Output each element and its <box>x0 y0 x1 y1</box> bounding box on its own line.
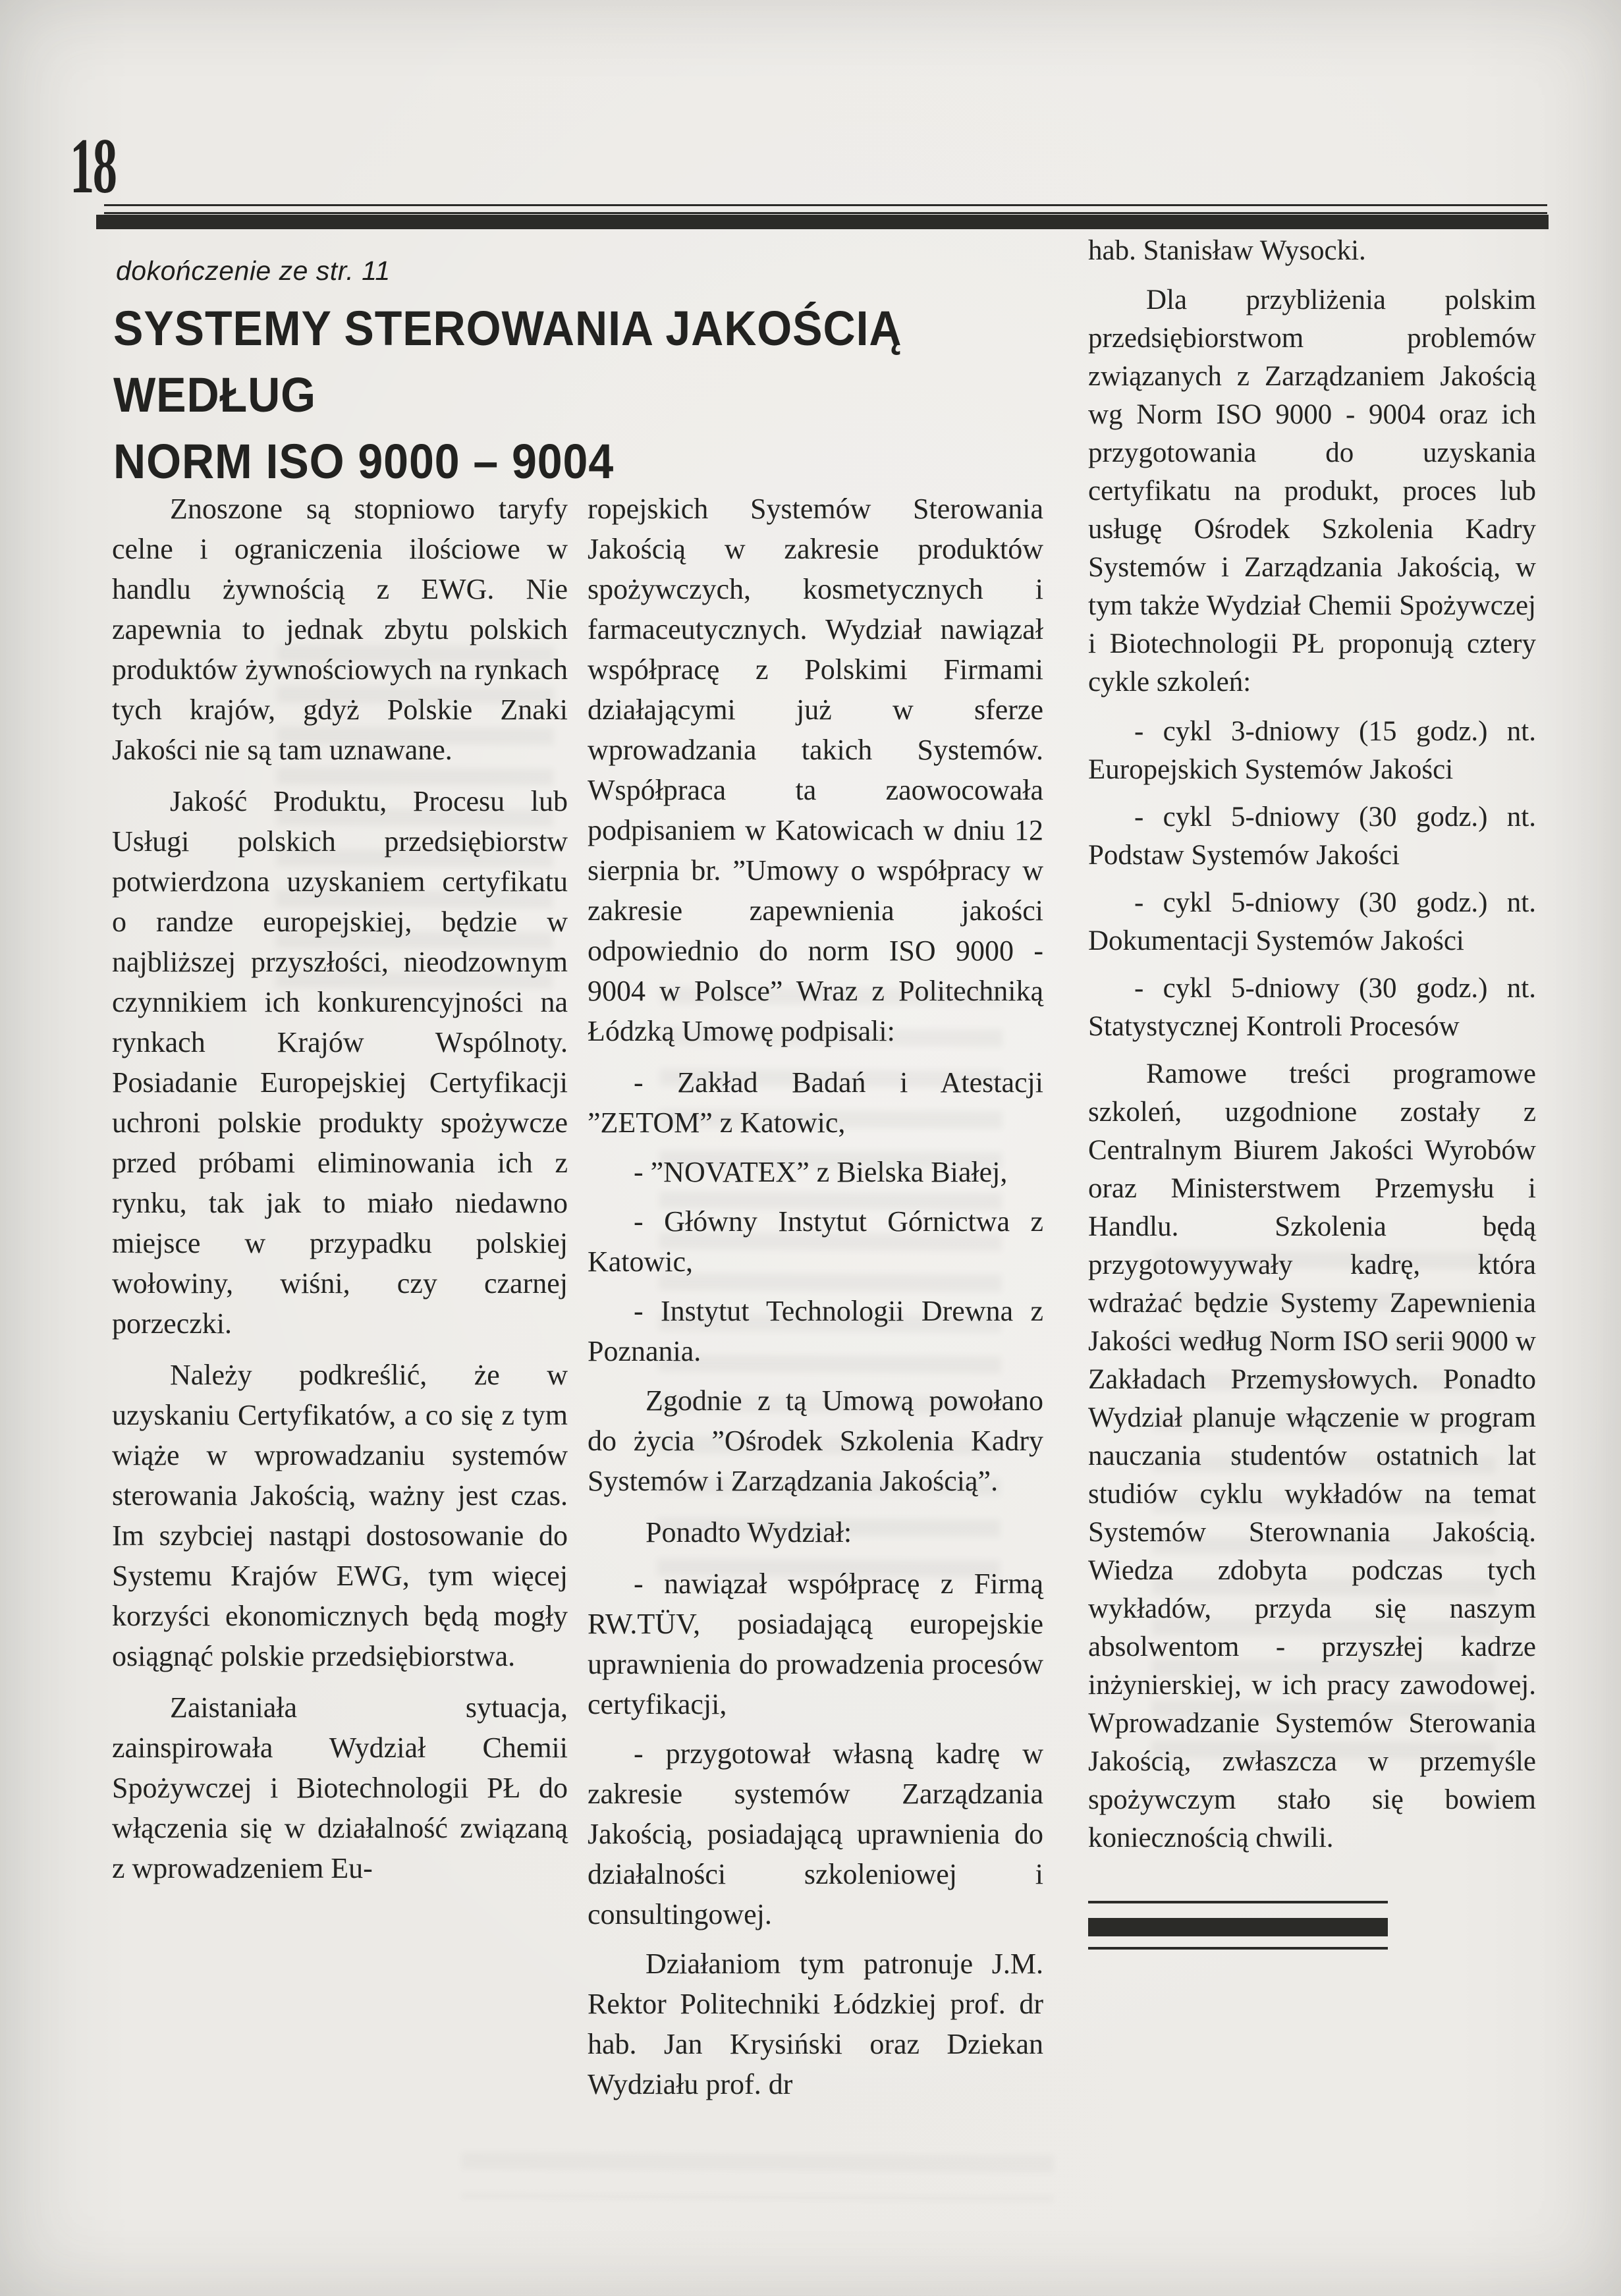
paragraph: Działaniom tym patronuje J.M. Rektor Politechniki Łódzkiej prof. dr hab. Jan Krysiński oraz Dziekan Wydziału prof. dr <box>588 1948 1043 2100</box>
paragraph: ropejskich Systemów Sterowania Jakością w zakresie produktów spożywczych, kosmetycznych i farmaceutycznych. Wydział nawiązał współpracę z Polskimi Firmami działającymi już w sferze wprowadzania takich Systemów. Współpraca ta zaowocowała podpisaniem w Katowicach w dniu 12 sierpnia br. ”Umowy o współpracy w zakresie zapewnienia jakości odpowiednio do norm ISO 9000 - 9004 w Polsce” Wraz z Politechniką Łódzką Umowę podpisali: <box>588 493 1043 1047</box>
paragraph: Ramowe treści programowe szkoleń, uzgodnione zostały z Centralnym Biurem Jakości Wyrobów oraz Ministerstwem Przemysłu i Handlu. Szkolenia będą przygotowyywały kadrę, która wdrażać będzie Systemy Zapewnienia Jakości według Norm ISO serii 9000 w Zakładach Przemysłowych. Ponadto Wydział planuje włączenie w program nauczania studentów ostatnich lat studiów cyklu wykładów na temat Systemów Sterownania Jakością. Wiedza zdobyta podczas tych wykładów, przyda się naszym absolwentom - przyszłej kadrze inżynierskiej, w ich pracy zawodowej. Wprowadzanie Systemów Sterowania Jakością, zwłaszcza w przemyśle spożywczym stało się bowiem koniecznością chwili. <box>1088 1058 1536 1853</box>
list-item: - ”NOVATEX” z Bielska Białej, <box>634 1156 1008 1188</box>
list-item: - cykl 5-dniowy (30 godz.) nt. Statystycznej Kontroli Procesów <box>1088 973 1536 1042</box>
paragraph: Zgodnie z tą Umową powołano do życia ”Ośrodek Szkolenia Kadry Systemów i Zarządzania Jakością”. <box>588 1384 1043 1497</box>
paragraph: Jakość Produktu, Procesu lub Usługi polskich przedsiębiorstw potwierdzona uzyskaniem certyfikatu o randze europejskiej, będzie w najbliższej przyszłości, nieodzownym czynnikiem ich konkurencyjności na rynkach Krajów Wspólnoty. Posiadanie Europejskiej Certyfikacji uchroni polskie produkty spożywcze przed próbami eliminowania ich z rynku, tak jak to miało niedawno miejsce w przypadku polskiej wołowiny, wiśni, czy czarnej porzeczki. <box>112 785 568 1340</box>
list-item: - cykl 3-dniowy (15 godz.) nt. Europejskich Systemów Jakości <box>1088 716 1536 785</box>
paragraph: Dla przybliżenia polskim przedsiębiorstwom problemów związanych z Zarządzaniem Jakością wg Norm ISO 9000 - 9004 oraz ich przygotowania do uzyskania certyfikatu na produkt, proces lub usługę Ośrodek Szkolenia Kadry Systemów i Zarządzania Jakością, w tym także Wydział Chemii Spożywczej i Biotechnologii PŁ proponują cztery cykle szkoleń: <box>1088 285 1536 697</box>
article-title-line1: SYSTEMY STEROWANIA JAKOŚCIĄ WEDŁUG <box>113 301 902 422</box>
article-title <box>113 295 1058 495</box>
text-column-1 <box>112 489 568 1900</box>
list-item: - nawiązał współpracę z Firmą RW.TÜV, posiadającą europejskie uprawnienia do prowadzenia procesów certyfikacji, <box>588 1568 1043 1720</box>
paragraph: Należy podkreślić, że w uzyskaniu Certyfikatów, a co się z tym wiąże w wprowadzaniu systemów sterowania Jakością, ważny jest czas. Im szybciej nastąpi dostosowanie do Systemu Krajów EWG, tym więcej korzyści ekonomicznych będą mogły osiągnąć polskie przedsiębiorstwa. <box>112 1359 568 1672</box>
divider-thin-rule-top <box>1088 1901 1388 1903</box>
bleed-through-artifact <box>461 2152 1054 2202</box>
list-item: - Zakład Badań i Atestacji ”ZETOM” z Katowic, <box>588 1066 1043 1139</box>
page-number: 18 <box>70 122 116 209</box>
list-item: - cykl 5-dniowy (30 godz.) nt. Dokumentacji Systemów Jakości <box>1088 887 1536 956</box>
list-item: - Główny Instytut Górnictwa z Katowic, <box>588 1205 1043 1278</box>
paragraph: hab. Stanisław Wysocki. <box>1088 235 1366 266</box>
paragraph: Znoszone są stopniowo taryfy celne i ograniczenia ilościowe w handlu żywnością z EWG. Nie zapewnia to jednak zbytu polskich produktów żywnościowych na rynkach tych krajów, gdyż Polskie Znaki Jakości nie są tam uznawane. <box>112 493 568 766</box>
divider-thick-bar <box>1088 1918 1388 1936</box>
text-column-3 <box>1088 232 1536 1950</box>
end-of-article-divider <box>1088 1901 1388 1950</box>
list-item: - cykl 5-dniowy (30 godz.) nt. Podstaw Systemów Jakości <box>1088 802 1536 871</box>
header-double-rule <box>104 204 1547 214</box>
continuation-note: dokończenie ze str. 11 <box>116 256 391 286</box>
list-item: - Instytut Technologii Drewna z Poznania. <box>588 1295 1043 1367</box>
paragraph: Zaistaniała sytuacja, zainspirowała Wydział Chemii Spożywczej i Biotechnologii PŁ do włączenia się w działalność związaną z wprowadzeniem Eu- <box>112 1691 568 1884</box>
divider-thin-rule-bottom <box>1088 1947 1388 1950</box>
list-item: - przygotował własną kadrę w zakresie systemów Zarządzania Jakością, posiadającą uprawnienia do działalności szkoleniowej i consultingowej. <box>588 1737 1043 1930</box>
text-column-2 <box>588 489 1043 2116</box>
paragraph: Ponadto Wydział: <box>646 1516 852 1548</box>
header-black-bar <box>96 215 1549 229</box>
article-title-line2: NORM ISO 9000 – 9004 <box>113 434 615 489</box>
